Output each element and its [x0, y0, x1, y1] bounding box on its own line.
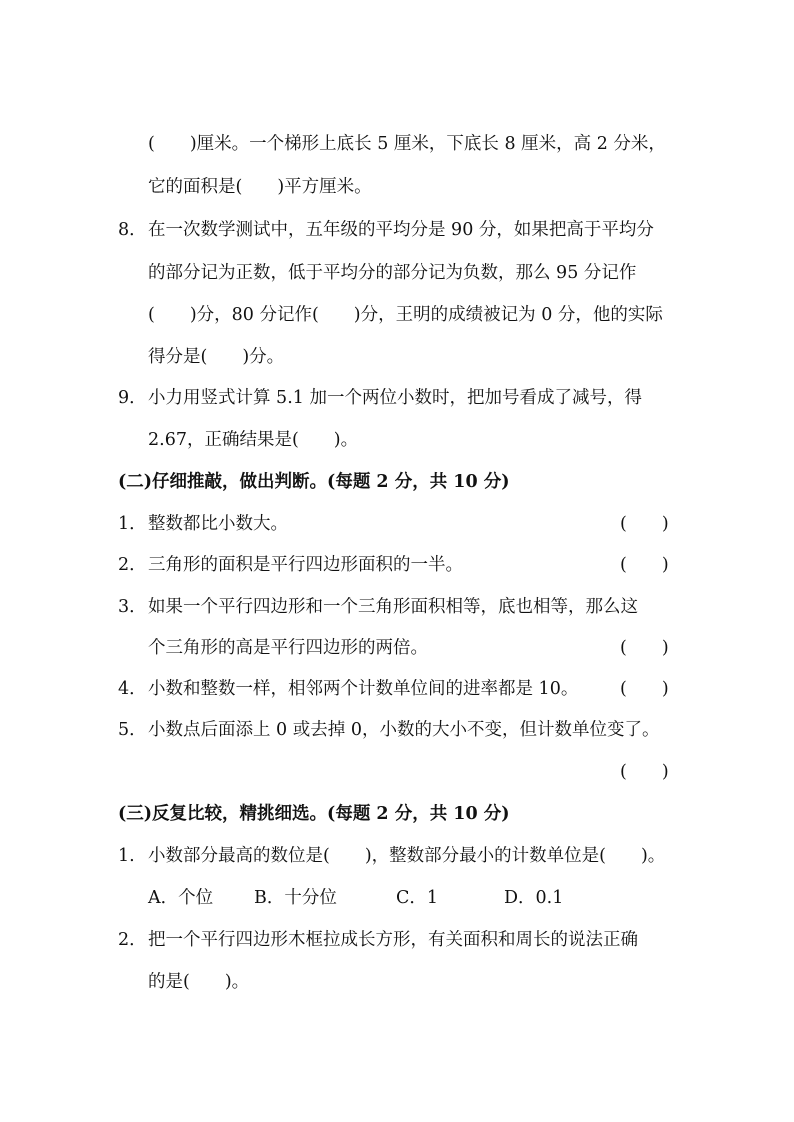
judgment-3-text-2: 个三角形的高是平行四边形的两倍。 — [148, 638, 428, 658]
judgment-2-answer-paren: ( ) — [620, 555, 669, 575]
choice-2-line-2: 的是( )。 — [148, 972, 250, 992]
option-d: D．0.1 — [504, 888, 564, 908]
judgment-5-number: 5． — [118, 720, 147, 740]
judgment-5-text: 小数点后面添上 0 或去掉 0，小数的大小不变，但计数单位变了。 — [148, 720, 660, 740]
q9-line-1: 小力用竖式计算 5.1 加一个两位小数时，把加号看成了减号，得 — [148, 388, 642, 408]
q8-number: 8． — [118, 220, 147, 240]
q8-line-4: 得分是( )分。 — [148, 347, 285, 367]
judgment-3-answer-paren: ( ) — [620, 638, 669, 658]
judgment-4-number: 4． — [118, 679, 147, 699]
judgment-1-number: 1． — [118, 514, 147, 534]
option-b: B．十分位 — [254, 888, 337, 908]
judgment-5-answer-paren: ( ) — [620, 762, 669, 782]
q9-line-2: 2.67，正确结果是( )。 — [148, 430, 359, 450]
judgment-4-answer-paren: ( ) — [620, 679, 669, 699]
choice-1-number: 1. — [118, 846, 135, 866]
judgment-heading: (二)仔细推敲，做出判断。(每题 2 分，共 10 分) — [118, 472, 510, 492]
q9-number: 9． — [118, 388, 147, 408]
q8-line-1: 在一次数学测试中，五年级的平均分是 90 分，如果把高于平均分 — [148, 220, 654, 240]
q8-line-2: 的部分记为正数，低于平均分的部分记为负数，那么 95 分记作 — [148, 263, 637, 283]
q7-continued-line-1: ( )厘米。一个梯形上底长 5 厘米，下底长 8 厘米，高 2 分米， — [148, 134, 666, 154]
q8-line-3: ( )分，80 分记作( )分，王明的成绩被记为 0 分，他的实际 — [148, 305, 663, 325]
choice-2-number: 2． — [118, 930, 147, 950]
choice-2-line-1: 把一个平行四边形木框拉成长方形，有关面积和周长的说法正确 — [148, 930, 638, 950]
judgment-3-number: 3． — [118, 597, 147, 617]
judgment-2-text: 三角形的面积是平行四边形面积的一半。 — [148, 555, 463, 575]
q7-continued-line-2: 它的面积是( )平方厘米。 — [148, 177, 372, 197]
option-a: A．个位 — [148, 888, 214, 908]
option-c: C．1 — [396, 888, 439, 908]
judgment-4-text: 小数和整数一样，相邻两个计数单位间的进率都是 10。 — [148, 679, 579, 699]
judgment-1-text: 整数都比小数大。 — [148, 514, 288, 534]
choice-heading: (三)反复比较，精挑细选。(每题 2 分，共 10 分) — [118, 804, 510, 824]
judgment-3-text: 如果一个平行四边形和一个三角形面积相等，底也相等，那么这 — [148, 597, 638, 617]
judgment-1-answer-paren: ( ) — [620, 514, 669, 534]
choice-1-text: 小数部分最高的数位是( )，整数部分最小的计数单位是( )。 — [148, 846, 666, 866]
judgment-2-number: 2． — [118, 555, 147, 575]
